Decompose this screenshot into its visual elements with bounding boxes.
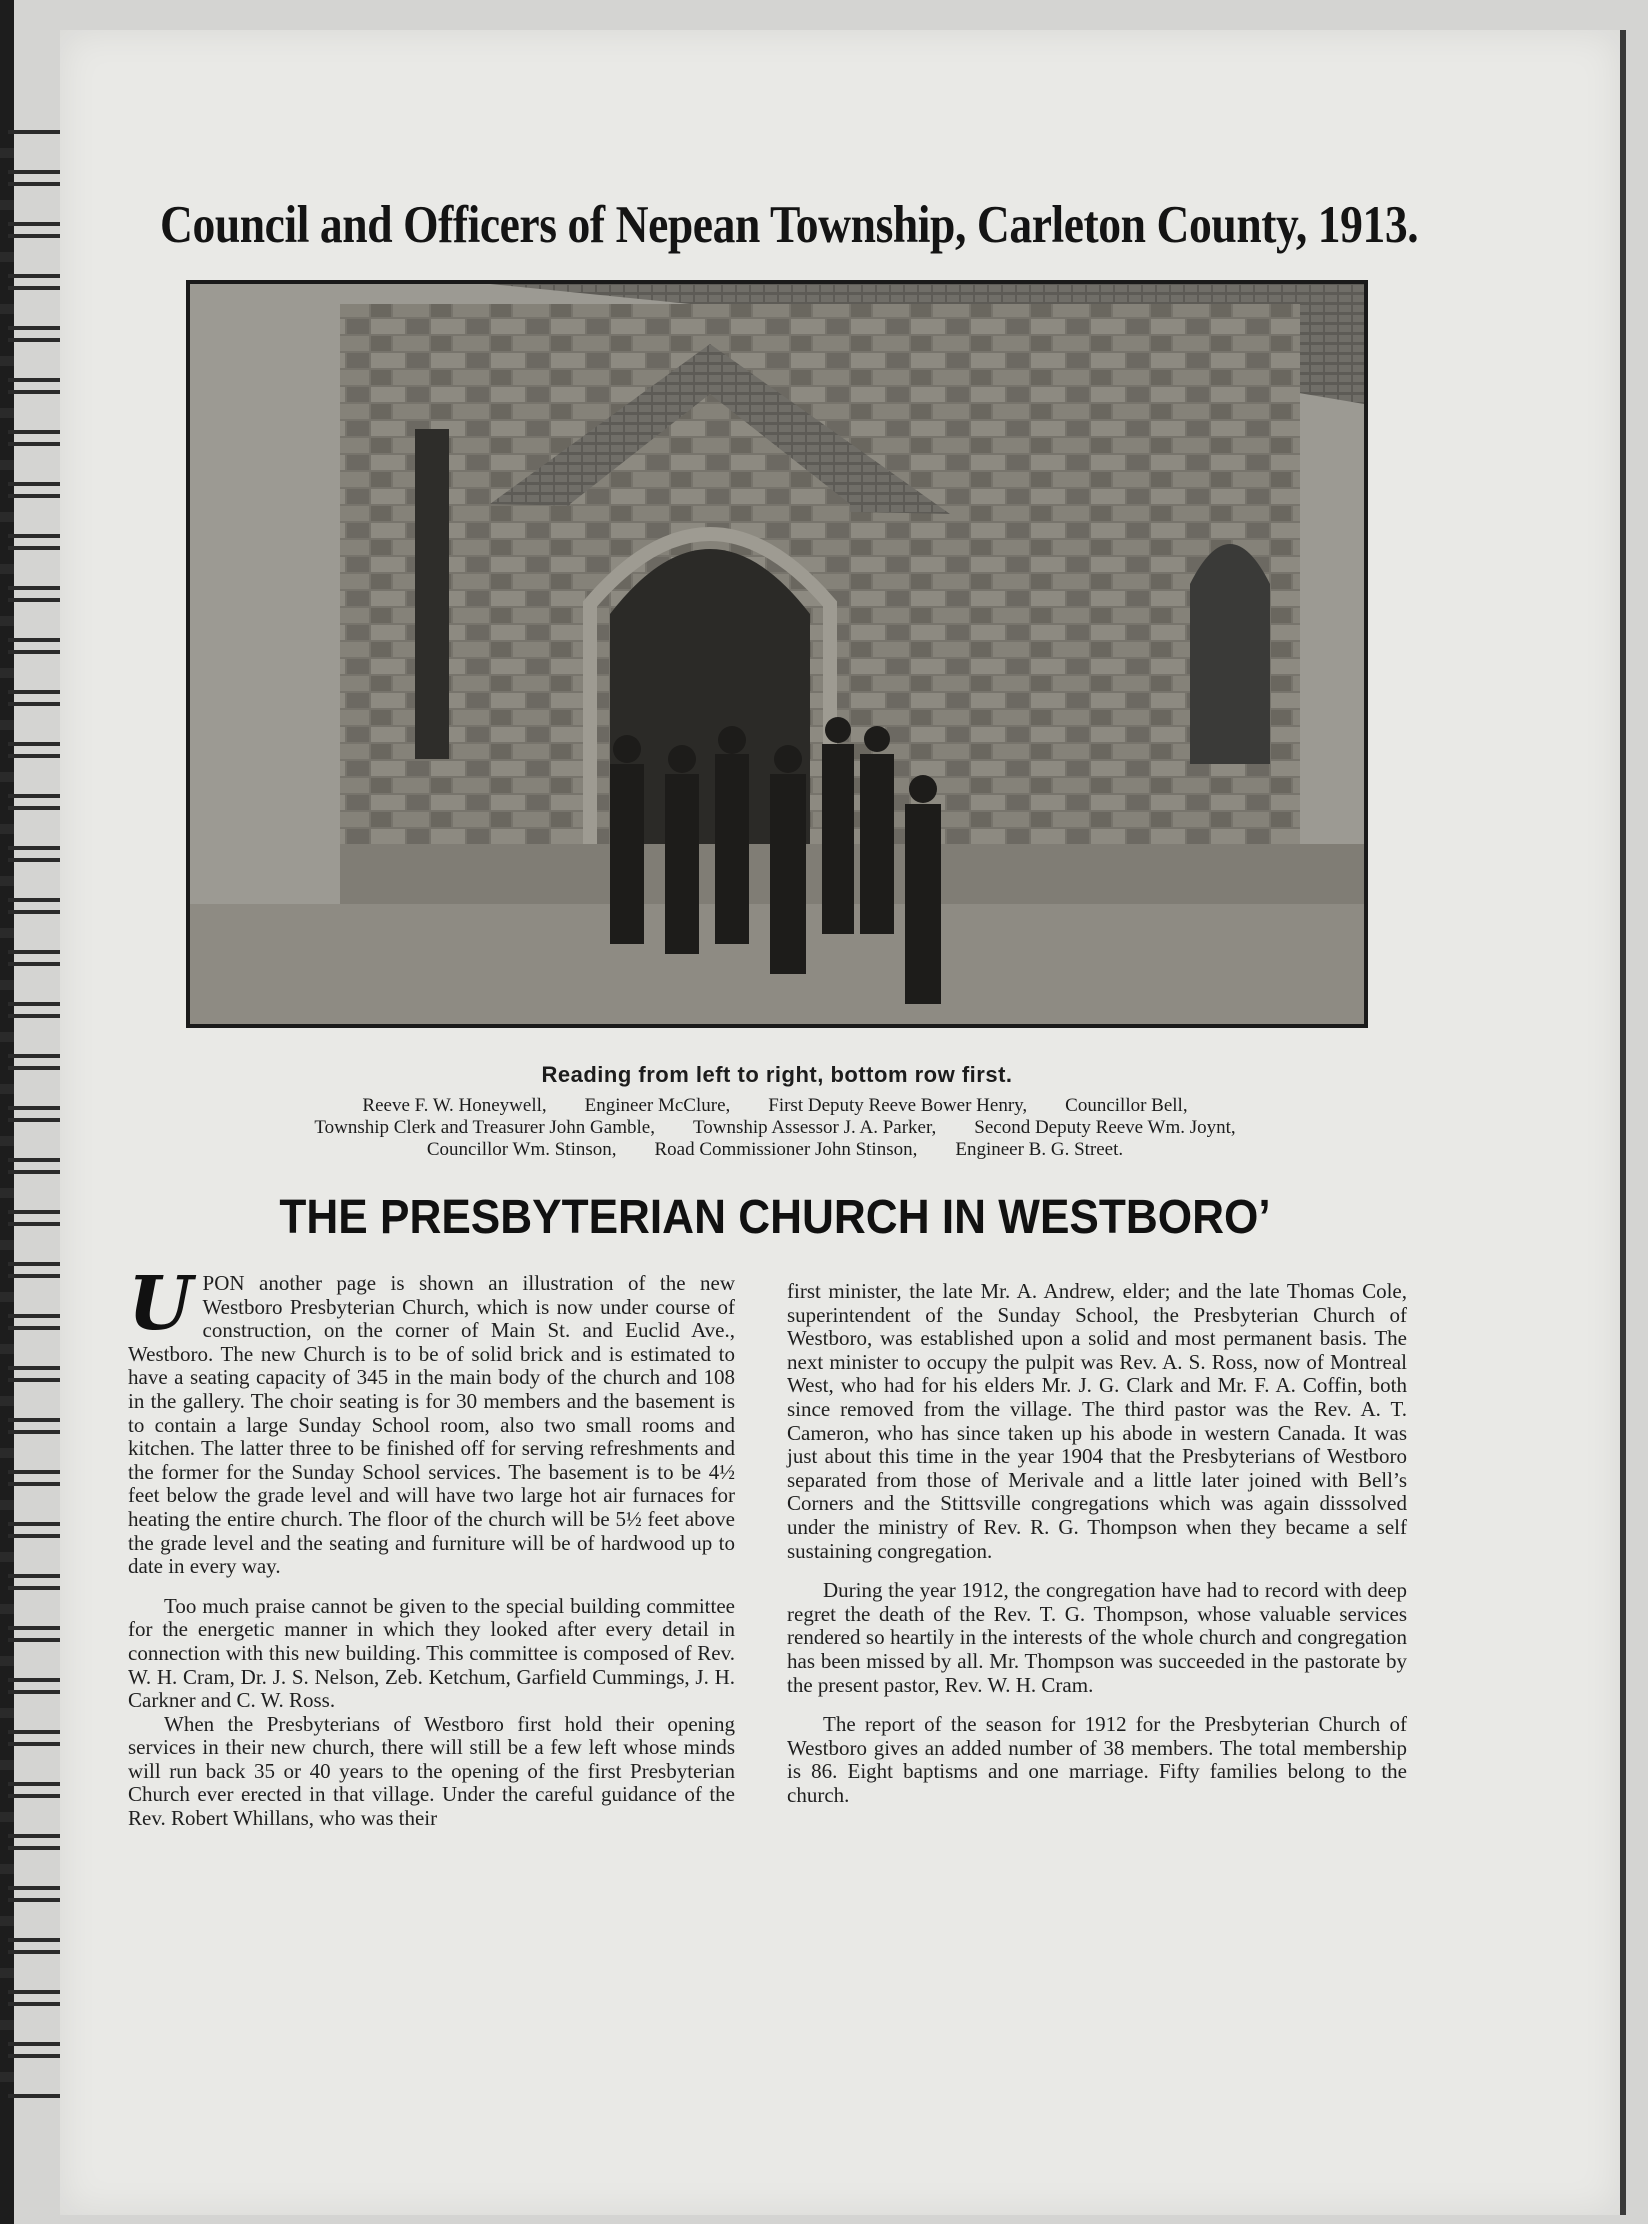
caption-line: Township Clerk and Treasurer John Gamble, Township Assessor J. A. Parker, Second Deputy Reeve Wm. Joynt, xyxy=(314,1117,1236,1138)
article-paragraph: During the year 1912, the congregation have had to record with deep regret the death of the Rev. T. G. Thompson, whose valuable services rendered so heartily in the interests of the whole church and congregation has been missed by all. Mr. Thompson was succeeded in the pastorate by the present pastor, Rev. W. H. Cram. xyxy=(787,1578,1407,1697)
article-paragraph: The report of the season for 1912 for the Presbyterian Church of Westboro gives an added number of 38 members. The total membership is 86. Eight baptisms and one marriage. Fifty families belong to the church. xyxy=(787,1712,1407,1807)
caption-line: Councillor Wm. Stinson, Road Commissioner John Stinson, Engineer B. G. Street. xyxy=(426,1139,1124,1160)
article-paragraph: When the Presbyterians of Westboro first hold their opening services in their new church, there will still be a few left whose minds will run back 35 or 40 years to the opening of the first Presbyterian Church ever erected in that village. Under the careful guidance of the Rev. Robert Whillans, who was their xyxy=(128,1711,735,1831)
drop-cap: U xyxy=(128,1261,193,1347)
page-title: Council and Officers of Nepean Township, Carleton County, 1913. xyxy=(160,196,1419,254)
binding-spine xyxy=(0,0,14,2224)
article-paragraph: UPON another page is shown an illustration of the new Westboro Presbyterian Church, which is now under course of construction, on the corner of Main St. and Euclid Ave., Westboro. The new Church is to be of solid brick and is estimated to have a seating capacity of 345 in the main body of the church and 108 in the gallery. The choir seating is for 30 members and the basement is to contain a large Sunday School room, also two small rooms and kitchen. The latter three to be finished off for serving refreshments and the former for the Sunday School services. The basement is to be 4½ feet below the grade level and will have two large hot air furnaces for heating the entire church. The floor of the church will be 5½ feet above the grade level and the seating and furniture will be of hardwood up to date in every way. xyxy=(128,1261,735,1579)
photo-caption-heading: Reading from left to right, bottom row first. xyxy=(541,1062,1013,1087)
article-paragraph: first minister, the late Mr. A. Andrew, elder; and the late Thomas Cole, superintendent of the Sunday School, the Presbyterian Church of Westboro, was established upon a solid and most permanent basis. The next minister to occupy the pulpit was Rev. A. S. Ross, now of Montreal West, who had for his elders Mr. J. G. Clark and Mr. F. A. Coffin, both since removed from the village. The third pastor was the Rev. A. T. Cameron, who has since taken up his abode in western Canada. It was just about this time in the year 1904 that the Presbyterians of Westboro separated from those of Merivale and a little later joined with Bell’s Corners and the Stittsville congregations which was again disssolved under the ministry of Rev. R. G. Thompson when they became a self sustaining congregation. xyxy=(787,1279,1407,1563)
article-left-column xyxy=(128,1261,735,1831)
article-right-column xyxy=(787,1280,1407,1807)
photo-caption-names xyxy=(150,1095,1400,1161)
article-heading: THE PRESBYTERIAN CHURCH IN WESTBORO’ xyxy=(279,1191,1271,1244)
caption-line: Reeve F. W. Honeywell, Engineer McClure, First Deputy Reeve Bower Henry, Councillor Bell, xyxy=(362,1095,1188,1116)
photograph-council-at-church-entrance xyxy=(190,284,1364,1024)
church-photograph xyxy=(186,280,1368,1028)
article-paragraph: Too much praise cannot be given to the special building committee for the energetic manner in which they looked after every detail in connection with this new building. This committee is composed of Rev. W. H. Cram, Dr. J. S. Nelson, Zeb. Ketchum, Garfield Cummings, J. H. Carkner and C. W. Ross. xyxy=(128,1593,735,1713)
